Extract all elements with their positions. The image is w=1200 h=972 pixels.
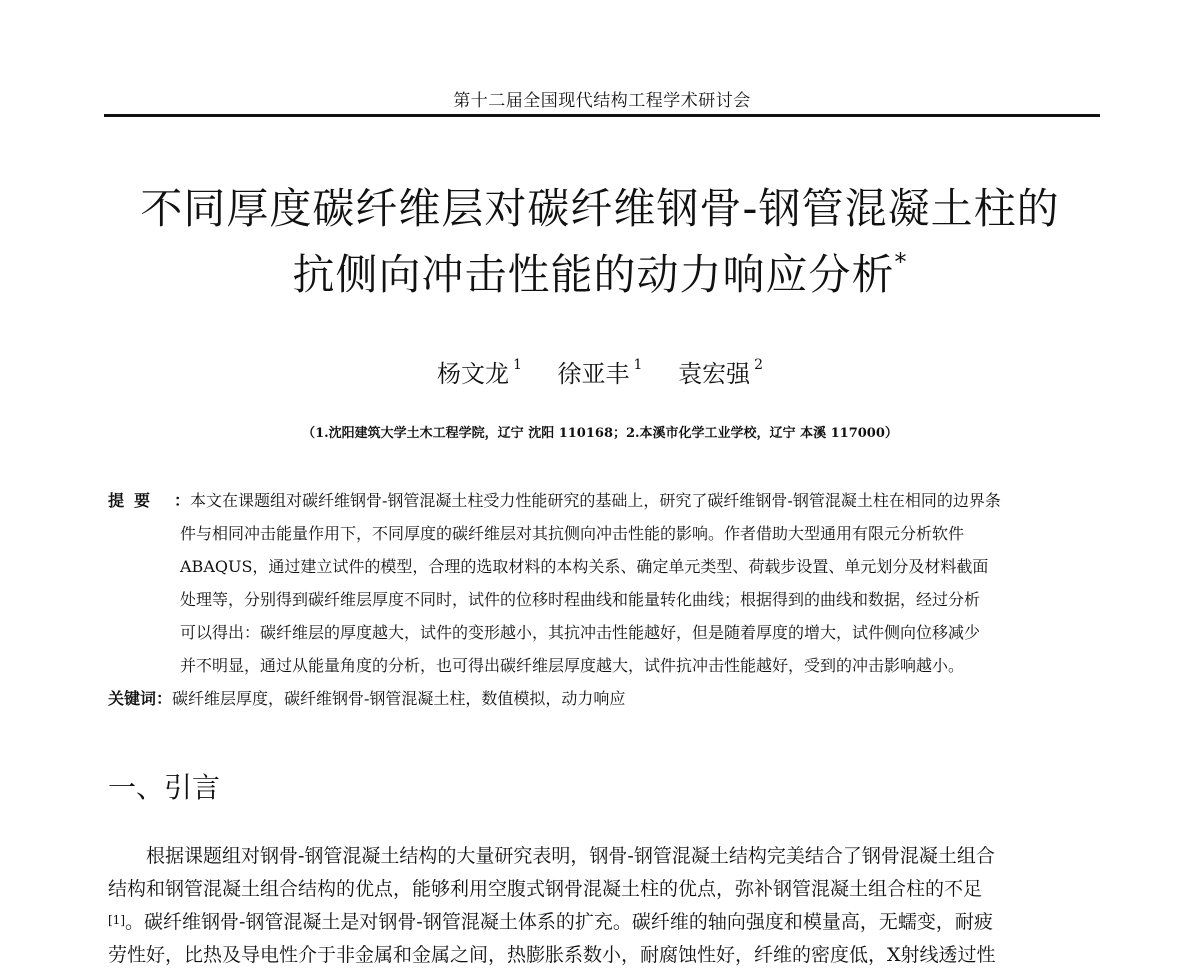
abstract-line-text: 本文在课题组对碳纤维钢骨-钢管混凝土柱受力性能研究的基础上，研究了碳纤维钢骨-钢管混凝土柱在相同的边界条: [190, 491, 1001, 510]
author: [678, 357, 764, 388]
abstract-line: [108, 484, 1108, 517]
author-name: 袁宏强: [678, 360, 751, 388]
paper-title-line-2: [60, 248, 1140, 299]
abstract: [108, 484, 1108, 682]
body-line: 劳性好，比热及导电性介于非金属和金属之间，热膨胀系数小，耐腐蚀性好，纤维的密度低，X射线透过性: [108, 944, 996, 966]
author: [436, 357, 522, 388]
abstract-label-colon: ：: [174, 491, 191, 510]
body-paragraph: [108, 840, 1108, 972]
affiliations: （1.沈阳建筑大学土木工程学院，辽宁 沈阳 110168；2.本溪市化学工业学校，辽宁 本溪 117000）: [302, 426, 898, 441]
abstract-label: [108, 484, 160, 517]
abstract-line: ABAQUS，通过建立试件的模型，合理的选取材料的本构关系、确定单元类型、荷载步设置、单元划分及材料截面: [180, 557, 989, 576]
citation-mark: [1]: [108, 913, 125, 927]
paper-title-line-1: 不同厚度碳纤维层对碳纤维钢骨-钢管混凝土柱的: [140, 184, 1060, 233]
abstract-line: 件与相同冲击能量作用下，不同厚度的碳纤维层对其抗侧向冲击性能的影响。作者借助大型通用有限元分析软件: [180, 524, 965, 543]
running-header: 第十二届全国现代结构工程学术研讨会: [453, 91, 751, 111]
keywords-label: 关键词：: [108, 689, 173, 708]
header-rule: [104, 114, 1100, 117]
abstract-line: 处理等，分别得到碳纤维层厚度不同时，试件的位移时程曲线和能量转化曲线；根据得到的曲线和数据，经过分析: [180, 590, 981, 609]
author-affiliation-mark: 1: [633, 357, 643, 373]
body-line: 根据课题组对钢骨-钢管混凝土结构的大量研究表明，钢骨-钢管混凝土结构完美结合了钢骨混凝土组合: [146, 845, 995, 867]
author-affiliation-mark: 1: [512, 357, 522, 373]
keywords-text: 碳纤维层厚度，碳纤维钢骨-钢管混凝土柱，数值模拟，动力响应: [172, 689, 626, 708]
author-affiliation-mark: 2: [754, 357, 764, 373]
body-line-text: 。碳纤维钢骨-钢管混凝土是对钢骨-钢管混凝土体系的扩充。碳纤维的轴向强度和模量高，无蠕变，耐疲: [125, 911, 993, 933]
keywords: [108, 686, 1108, 709]
author-name: 杨文龙: [436, 360, 509, 388]
author-list: [0, 357, 1200, 388]
body-line: [108, 906, 1108, 939]
paper-title-line-2-text: 抗侧向冲击性能的动力响应分析: [292, 250, 895, 299]
author-name: 徐亚丰: [557, 360, 630, 388]
abstract-line: 可以得出：碳纤维层的厚度越大，试件的变形越小，其抗冲击性能越好，但是随着厚度的增大，试件侧向位移减少: [180, 623, 981, 642]
body-line: 结构和钢管混凝土组合结构的优点，能够利用空腹式钢骨混凝土柱的优点，弥补钢管混凝土组合柱的不足: [108, 878, 983, 900]
abstract-label-text: 提要: [108, 491, 161, 510]
section-heading: 一、引言: [108, 771, 221, 804]
author: [557, 357, 643, 388]
title-footnote-mark: *: [894, 248, 908, 276]
abstract-line: 并不明显，通过从能量角度的分析，也可得出碳纤维层厚度越大，试件抗冲击性能越好，受到的冲击影响越小。: [180, 656, 965, 675]
